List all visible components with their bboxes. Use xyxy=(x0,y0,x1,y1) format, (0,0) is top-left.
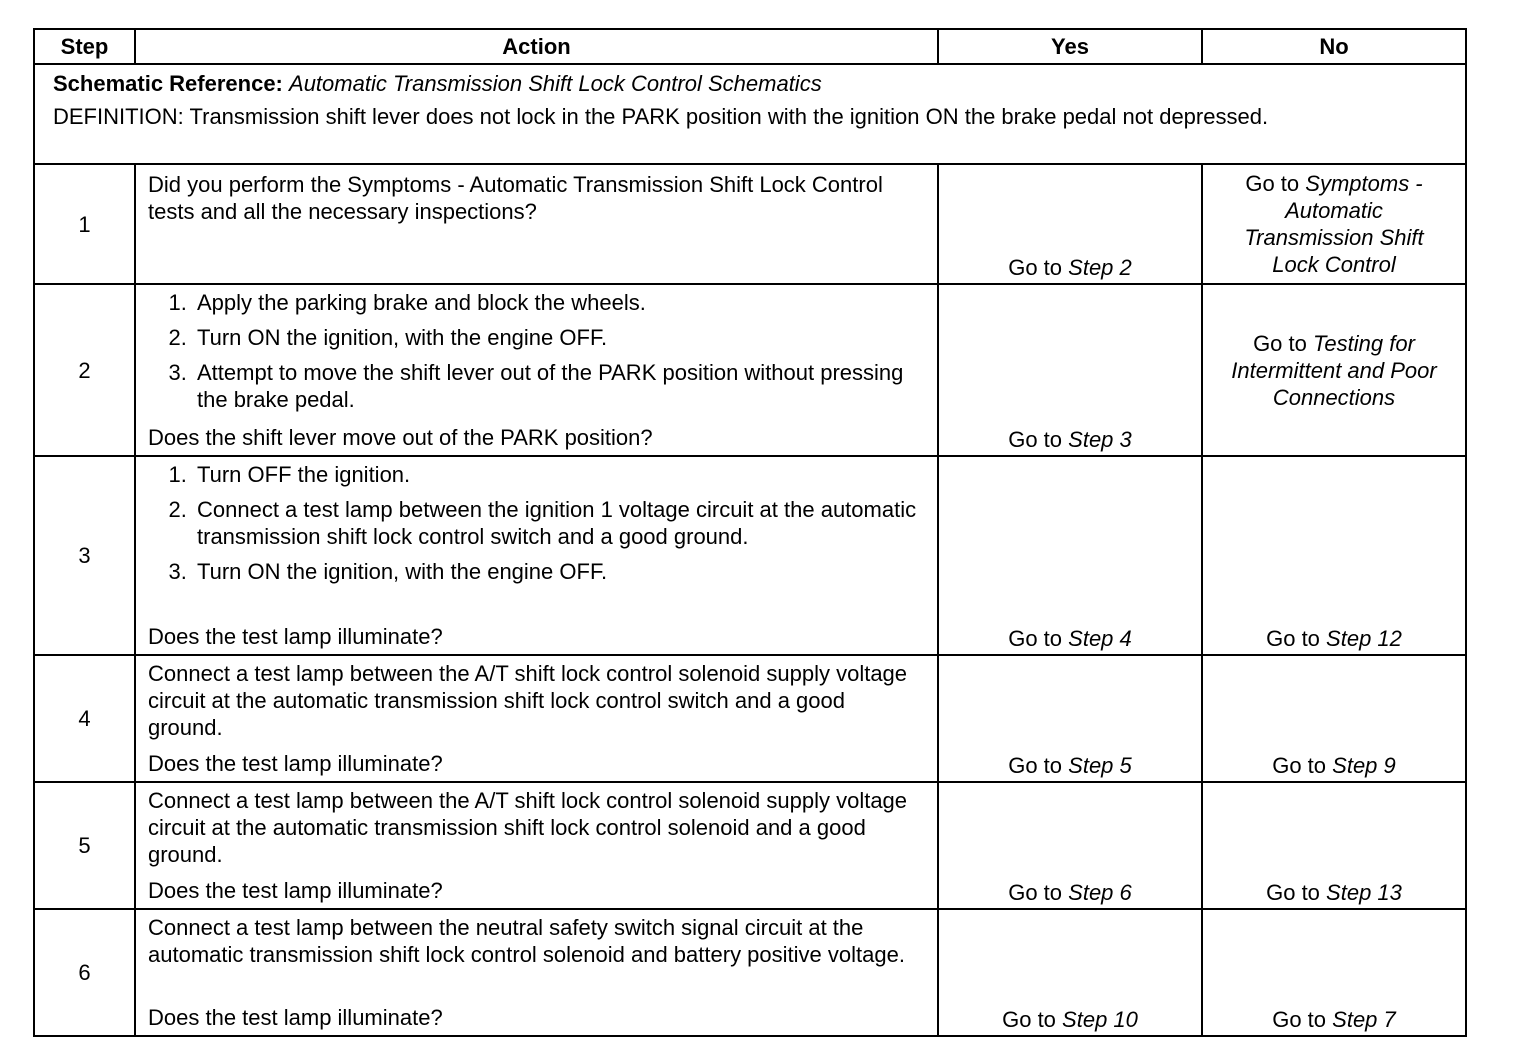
step-number: 4 xyxy=(34,655,135,782)
action-text: Connect a test lamp between the A/T shift lock control solenoid supply voltage circuit at the automatic transmission shift lock control solenoid and a good ground. xyxy=(148,788,908,867)
no-link[interactable]: Step 7 xyxy=(1332,1007,1396,1032)
instruction: 3. Attempt to move the shift lever out of the PARK position without pressing the brake pedal. xyxy=(193,359,925,413)
instruction: 1. Turn OFF the ignition. xyxy=(193,461,925,488)
no-cell: Go to Symptoms - Automatic Transmission Shift Lock Control xyxy=(1202,164,1466,284)
no-cell: Go to Testing for Intermittent and Poor Connections xyxy=(1202,284,1466,456)
instruction: 1. Apply the parking brake and block the wheels. xyxy=(193,289,925,316)
no-cell: Go to Step 9 xyxy=(1202,655,1466,782)
table-row xyxy=(34,456,1466,655)
header-step: Step xyxy=(34,29,135,64)
schematic-reference-link[interactable]: Automatic Transmission Shift Lock Control Schematics xyxy=(289,71,822,96)
yes-cell: Go to Step 5 xyxy=(938,655,1202,782)
no-cell: Go to Step 7 xyxy=(1202,909,1466,1036)
question: Does the test lamp illuminate? xyxy=(148,751,443,776)
yes-link[interactable]: Step 5 xyxy=(1068,753,1132,778)
yes-link[interactable]: Step 3 xyxy=(1068,427,1132,452)
table-row xyxy=(34,164,1466,284)
definition: DEFINITION: Transmission shift lever does not lock in the PARK position with the ignition ON the brake pedal not depressed. xyxy=(53,104,1269,129)
step-number: 1 xyxy=(34,164,135,284)
schematic-reference-label: Schematic Reference: xyxy=(53,71,283,96)
yes-cell: Go to Step 4 xyxy=(938,456,1202,655)
yes-link[interactable]: Step 4 xyxy=(1068,626,1132,651)
table-row xyxy=(34,655,1466,782)
no-link[interactable]: Symptoms - Automatic Transmission Shift Lock Control xyxy=(1244,171,1424,277)
yes-link[interactable]: Step 6 xyxy=(1068,880,1132,905)
instruction: 2. Connect a test lamp between the ignition 1 voltage circuit at the automatic transmission shift lock control switch and a good ground. xyxy=(193,496,925,550)
reference-row xyxy=(34,64,1466,164)
action-text: Did you perform the Symptoms - Automatic Transmission Shift Lock Control tests and all the necessary inspections? xyxy=(148,172,883,224)
question: Does the shift lever move out of the PARK position? xyxy=(148,425,653,450)
yes-cell: Go to Step 10 xyxy=(938,909,1202,1036)
table-row xyxy=(34,782,1466,909)
instruction: 3. Turn ON the ignition, with the engine OFF. xyxy=(193,558,925,585)
step-number: 6 xyxy=(34,909,135,1036)
yes-cell: Go to Step 3 xyxy=(938,284,1202,456)
diagnostic-table xyxy=(33,28,1467,1037)
question: Does the test lamp illuminate? xyxy=(148,1005,443,1030)
header-yes: Yes xyxy=(938,29,1202,64)
no-cell: Go to Step 12 xyxy=(1202,456,1466,655)
instruction: 2. Turn ON the ignition, with the engine OFF. xyxy=(193,324,925,351)
no-cell: Go to Step 13 xyxy=(1202,782,1466,909)
no-link[interactable]: Testing for Intermittent and Poor Connections xyxy=(1231,330,1437,410)
table-row xyxy=(34,909,1466,1036)
question: Does the test lamp illuminate? xyxy=(148,878,443,903)
instruction-list xyxy=(148,289,925,413)
table-row xyxy=(34,284,1466,456)
yes-cell: Go to Step 6 xyxy=(938,782,1202,909)
yes-link[interactable]: Step 2 xyxy=(1068,255,1132,280)
step-number: 3 xyxy=(34,456,135,655)
yes-link[interactable]: Step 10 xyxy=(1062,1007,1138,1032)
question: Does the test lamp illuminate? xyxy=(148,624,443,649)
action-text: Connect a test lamp between the neutral safety switch signal circuit at the automatic transmission shift lock control solenoid and battery positive voltage. xyxy=(148,915,905,967)
no-link[interactable]: Step 13 xyxy=(1326,880,1402,905)
no-link[interactable]: Step 9 xyxy=(1332,753,1396,778)
instruction-list xyxy=(148,461,925,585)
step-number: 2 xyxy=(34,284,135,456)
header-row xyxy=(34,29,1466,64)
no-link[interactable]: Step 12 xyxy=(1326,626,1402,651)
header-no: No xyxy=(1202,29,1466,64)
action-text: Connect a test lamp between the A/T shift lock control solenoid supply voltage circuit at the automatic transmission shift lock control switch and a good ground. xyxy=(148,661,908,740)
yes-cell: Go to Step 2 xyxy=(938,164,1202,284)
step-number: 5 xyxy=(34,782,135,909)
header-action: Action xyxy=(135,29,938,64)
